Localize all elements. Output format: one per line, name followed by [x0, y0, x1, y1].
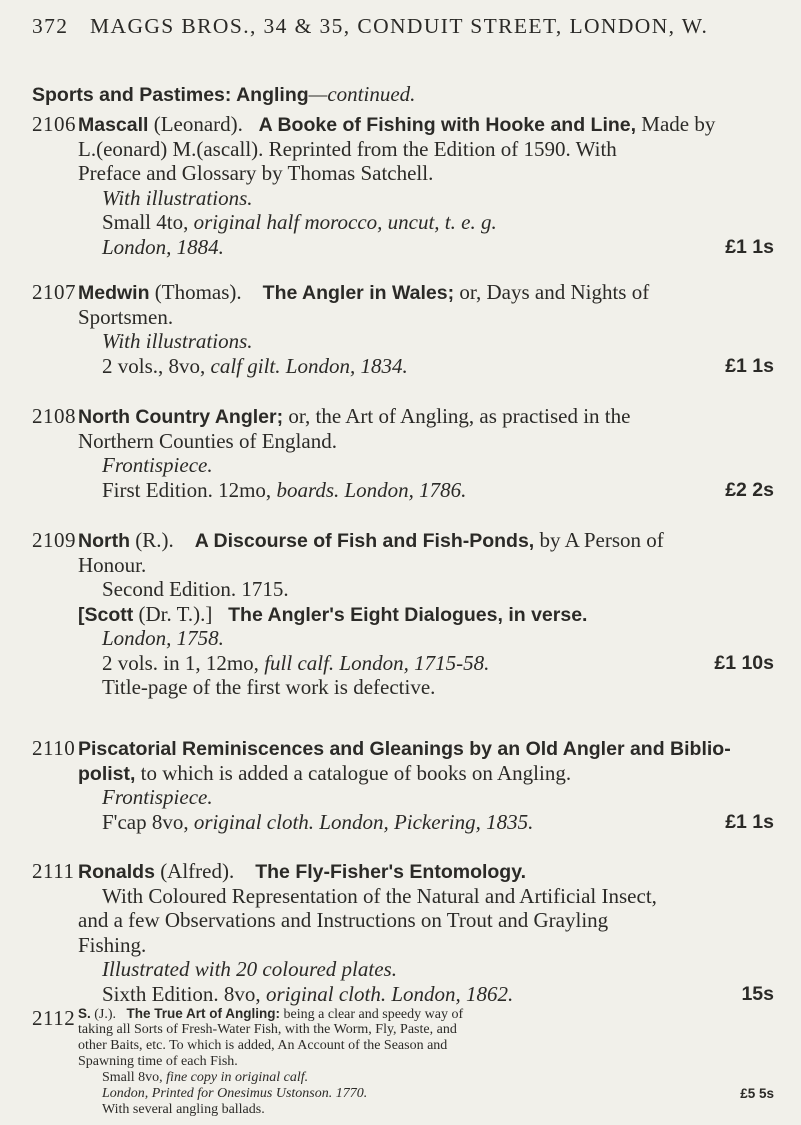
entry-illustrations: Frontispiece. [102, 453, 213, 477]
entry-author-detail: (J.). [90, 1007, 117, 1022]
entry-number: 2112 [32, 1006, 76, 1030]
entry-format: 2 vols. in 1, 12mo, [102, 650, 265, 675]
entry-text: Preface and Glossary by Thomas Satchell. [78, 161, 434, 185]
entry-number: 2107 [32, 280, 76, 304]
entry-format: Small 8vo, [102, 1070, 167, 1085]
entry-author-detail: (Leonard). [148, 112, 243, 136]
entry-edition: Second Edition. 1715. [102, 577, 289, 601]
entry-text: by A Person of [534, 528, 664, 552]
entry-illustrations: Frontispiece. [102, 785, 213, 809]
entry-note: With several angling ballads. [102, 1102, 265, 1117]
entry-binding: calf gilt. London, 1834. [210, 353, 408, 378]
entry-format: 2 vols., 8vo, [102, 353, 211, 378]
entry-format: First Edition. 12mo, [102, 477, 277, 502]
entry-illustrations: Illustrated with 20 coloured plates. [102, 957, 397, 981]
entry-price: 15s [741, 982, 774, 1005]
entry-text [78, 1086, 788, 1102]
entry-text: With Coloured Representation of the Natural and Artificial Insect, [102, 883, 657, 908]
entry-binding: original cloth. London, Pickering, 1835. [193, 809, 534, 834]
entry-number: 2110 [32, 736, 76, 760]
entry-imprint: London, 1758. [102, 626, 224, 650]
entry-price: £1 10s [714, 651, 774, 674]
entry-author: S. [78, 1006, 91, 1021]
entry-title: polist, [78, 762, 136, 785]
entry-title: The True Art of Angling: [126, 1006, 281, 1021]
entry-text: Spawning time of each Fish. [78, 1054, 238, 1069]
entry-price: £1 1s [725, 354, 774, 377]
entry-author: Ronalds [78, 861, 155, 883]
entry-title: The Angler's Eight Dialogues, in verse. [228, 603, 588, 626]
entry-price: £1 1s [725, 235, 774, 258]
entry-text: or, Days and Nights of [454, 280, 650, 304]
entry-binding: fine copy in original calf. [166, 1070, 309, 1085]
entry-text: other Baits, etc. To which is added, An Account of the Season and [78, 1038, 448, 1053]
entry-author: [Scott [78, 603, 134, 626]
entry-text: taking all Sorts of Fresh-Water Fish, with the Worm, Fly, Paste, and [78, 1022, 457, 1037]
entry-title: The Angler in Wales; [262, 282, 455, 304]
entry-binding: full calf. London, 1715-58. [264, 650, 490, 675]
entry-title: A Discourse of Fish and Fish-Ponds, [194, 530, 535, 552]
entry-imprint: London, 1884. [102, 234, 224, 259]
entry-illustrations: With illustrations. [102, 329, 253, 353]
entry-text [78, 1070, 788, 1086]
entry-format: Sixth Edition. 8vo, [102, 981, 266, 1006]
entry-author-detail: (Dr. T.).] [133, 601, 213, 626]
entry-title: The Fly-Fisher's Entomology. [255, 861, 527, 883]
entry-text: Sportsmen. [78, 304, 174, 329]
page-header [32, 14, 782, 39]
entry-author: Medwin [78, 282, 150, 304]
entry-number: 2111 [32, 859, 75, 883]
entry-text: to which is added a catalogue of books on Angling. [135, 760, 572, 785]
entry-illustrations: With illustrations. [102, 185, 253, 210]
section-continued: —continued. [308, 82, 416, 106]
section-heading [32, 82, 792, 107]
entry-format: F'cap 8vo, [102, 809, 194, 834]
entry-author-detail: (R.). [130, 528, 174, 552]
entry-text: L.(eonard) M.(ascall). Reprinted from the Edition of 1590. With [78, 136, 617, 161]
entry-number: 2106 [32, 112, 76, 136]
entry-title: Piscatorial Reminiscences and Gleanings by an Old Angler and Biblio- [78, 738, 731, 760]
entry-text [78, 1102, 788, 1118]
entry-note: Title-page of the first work is defective. [102, 675, 436, 699]
entry-binding: original cloth. London, 1862. [265, 981, 514, 1006]
entry-title: A Booke of Fishing with Hooke and Line, [258, 114, 637, 136]
section-title: Sports and Pastimes: Angling [32, 84, 309, 106]
entry-text: Made by [636, 112, 716, 136]
entry-text: Northern Counties of England. [78, 428, 337, 453]
entry-imprint: London, Printed for Onesimus Ustonson. 1770. [102, 1086, 368, 1101]
entry-text: and a few Observations and Instructions on Trout and Grayling [78, 908, 609, 932]
entry-text: or, the Art of Angling, as practised in the [283, 404, 631, 428]
entry-format: Small 4to, [102, 210, 194, 234]
entry-author: North Country Angler; [78, 406, 284, 428]
entry-author: North [78, 530, 130, 552]
entry-number: 2109 [32, 528, 76, 552]
entry-price: £5 5s [740, 1086, 774, 1101]
entry-text: being a clear and speedy way of [280, 1007, 464, 1022]
entry-text [78, 1054, 788, 1070]
entry-number: 2108 [32, 404, 76, 428]
entry-text: Fishing. [78, 932, 147, 957]
entry-author-detail: (Thomas). [149, 280, 242, 304]
entry-price: £2 2s [725, 478, 774, 501]
entry-price: £1 1s [725, 810, 774, 833]
entry-author-detail: (Alfred). [154, 859, 235, 883]
page-number: 372 [32, 14, 69, 38]
entry-binding: boards. London, 1786. [276, 477, 467, 502]
entry-author: Mascall [78, 114, 149, 136]
running-title: MAGGS BROS., 34 & 35, CONDUIT STREET, LONDON, W. [90, 14, 709, 38]
entry-text: Honour. [78, 552, 147, 577]
entry-binding: original half morocco, uncut, t. e. g. [193, 210, 497, 234]
